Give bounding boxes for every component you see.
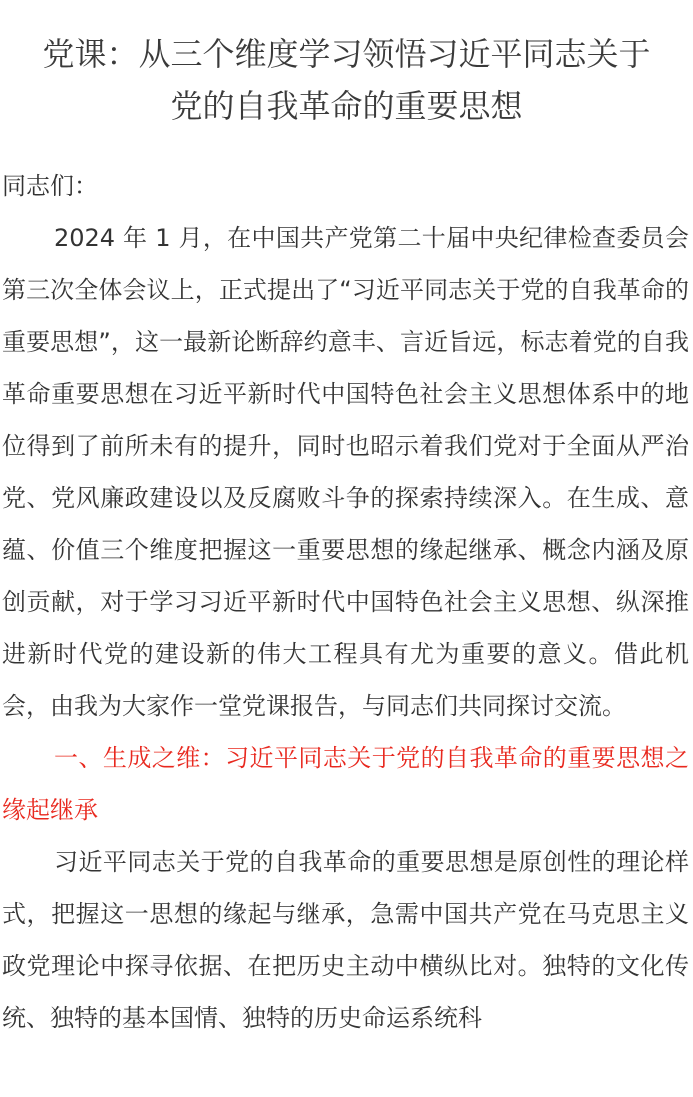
document-title	[0, 0, 693, 132]
paragraph-intro: 2024 年 1 月，在中国共产党第二十届中央纪律检查委员会第三次全体会议上，正式提出了“习近平同志关于党的自我革命的重要思想”，这一最新论断辞约意丰、言近旨远，标志着党的自我革命重要思想在习近平新时代中国特色社会主义思想体系中的地位得到了前所未有的提升，同时也昭示着我们党对于全面从严治党、党风廉政建设以及反腐败斗争的探索持续深入。在生成、意蕴、价值三个维度把握这一重要思想的缘起继承、概念内涵及原创贡献，对于学习习近平新时代中国特色社会主义思想、纵深推进新时代党的建设新的伟大工程具有尤为重要的意义。借此机会，由我为大家作一堂党课报告，与同志们共同探讨交流。	[2, 224, 689, 720]
paragraph-section-1: 习近平同志关于党的自我革命的重要思想是原创性的理论样式，把握这一思想的缘起与继承，急需中国共产党在马克思主义政党理论中探寻依据、在把历史主动中横纵比对。独特的文化传统、独特的基本国情、独特的历史命运系统科	[2, 848, 689, 1032]
section-heading-1: 一、生成之维：习近平同志关于党的自我革命的重要思想之缘起继承	[2, 744, 689, 824]
greeting: 同志们：	[2, 172, 98, 200]
title-line-1: 党课：从三个维度学习领悟习近平同志关于	[42, 35, 651, 73]
title-line-2: 党的自我革命的重要思想	[170, 87, 523, 125]
